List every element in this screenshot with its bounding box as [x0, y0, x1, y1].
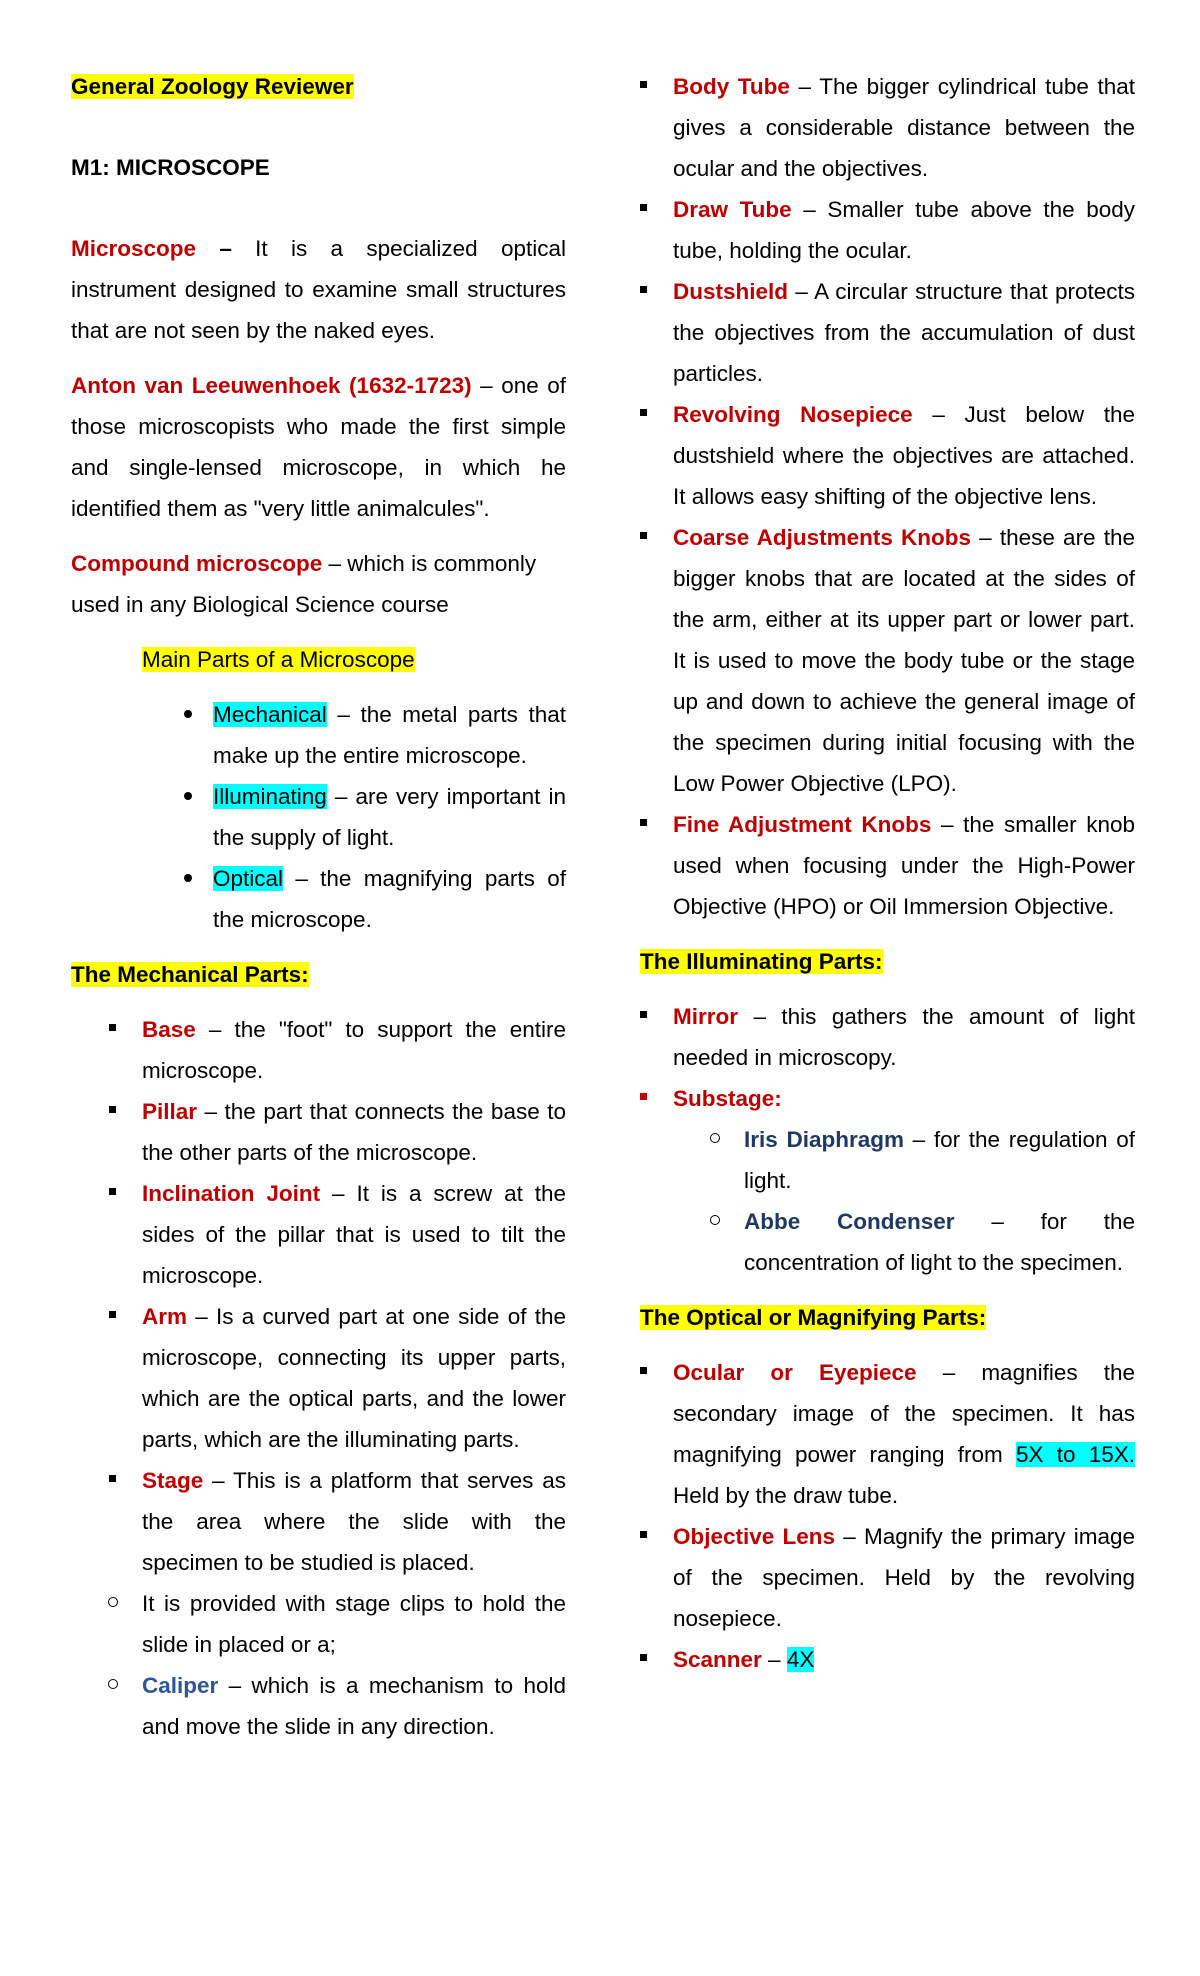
- illuminating-list: [602, 996, 1135, 1283]
- list-item: Revolving Nosepiece – Just below the dustshield where the objectives are attached. It allows easy shifting of the objective lens.: [602, 394, 1135, 517]
- list-item: Caliper – which is a mechanism to hold and move the slide in any direction.: [71, 1665, 566, 1747]
- main-parts-heading: Main Parts of a Microscope: [142, 647, 415, 672]
- list-item: Stage – This is a platform that serves as the area where the slide with the specimen to be studied is placed. It is provided with stage clips to hold the slide in placed or a; Caliper – which is a mechanism to hold and move the slide in any direction.: [71, 1460, 566, 1747]
- optical-list: [602, 1352, 1135, 1680]
- def-microscope: Microscope – It is a specialized optical instrument designed to examine small structures that are not seen by the naked eyes.: [71, 236, 567, 343]
- list-item: Mirror – this gathers the amount of light needed in microscopy.: [602, 996, 1135, 1078]
- stage-sublist: [71, 1583, 566, 1747]
- list-item: Draw Tube – Smaller tube above the body tube, holding the ocular.: [602, 189, 1135, 271]
- right-column: [640, 66, 1135, 1680]
- list-item: Iris Diaphragm – for the regulation of light.: [673, 1119, 1135, 1201]
- mechanical-list: [71, 1009, 566, 1747]
- module-title: M1: MICROSCOPE: [71, 155, 270, 180]
- list-item: Scanner – 4X: [602, 1639, 1135, 1680]
- list-item: Illuminating – are very important in the supply of light.: [71, 776, 566, 858]
- list-item: Ocular or Eyepiece – magnifies the secondary image of the specimen. It has magnifying power ranging from 5X to 15X. Held by the draw tube.: [602, 1352, 1135, 1516]
- main-parts-list: [71, 694, 566, 940]
- illuminating-heading: The Illuminating Parts:: [640, 949, 883, 974]
- substage-sublist: [673, 1119, 1135, 1283]
- list-item: Optical – the magnifying parts of the microscope.: [71, 858, 566, 940]
- optical-heading: The Optical or Magnifying Parts:: [640, 1305, 987, 1330]
- def-compound: Compound microscope – which is commonly used in any Biological Science course: [71, 551, 537, 617]
- list-item: Abbe Condenser – for the concentration of light to the specimen.: [673, 1201, 1135, 1283]
- list-item: Inclination Joint – It is a screw at the sides of the pillar that is used to tilt the microscope.: [71, 1173, 566, 1296]
- list-item: Objective Lens – Magnify the primary image of the specimen. Held by the revolving nosepiece.: [602, 1516, 1135, 1639]
- list-item: Body Tube – The bigger cylindrical tube that gives a considerable distance between the ocular and the objectives.: [602, 66, 1135, 189]
- list-item: Mechanical – the metal parts that make up the entire microscope.: [71, 694, 566, 776]
- mechanical-list-continued: [602, 66, 1135, 927]
- left-column: [71, 66, 566, 1747]
- list-item: Arm – Is a curved part at one side of the microscope, connecting its upper parts, which are the optical parts, and the lower parts, which are the illuminating parts.: [71, 1296, 566, 1460]
- list-item: Fine Adjustment Knobs – the smaller knob used when focusing under the High-Power Objective (HPO) or Oil Immersion Objective.: [602, 804, 1135, 927]
- doc-title: General Zoology Reviewer: [71, 74, 354, 99]
- list-item: Coarse Adjustments Knobs – these are the bigger knobs that are located at the sides of the arm, either at its upper part or lower part. It is used to move the body tube or the stage up and down to achieve the general image of the specimen during initial focusing with the Low Power Objective (LPO).: [602, 517, 1135, 804]
- list-item: Substage: Iris Diaphragm – for the regulation of light. Abbe Condenser – for the concentration of light to the specimen.: [602, 1078, 1135, 1283]
- def-leeuwenhoek: Anton van Leeuwenhoek (1632-1723) – one of those microscopists who made the first simple and single-lensed microscope, in which he identified them as "very little animalcules".: [71, 373, 567, 521]
- list-item: It is provided with stage clips to hold the slide in placed or a;: [71, 1583, 566, 1665]
- mechanical-heading: The Mechanical Parts:: [71, 962, 309, 987]
- list-item: Base – the "foot" to support the entire microscope.: [71, 1009, 566, 1091]
- list-item: Dustshield – A circular structure that protects the objectives from the accumulation of dust particles.: [602, 271, 1135, 394]
- list-item: Pillar – the part that connects the base to the other parts of the microscope.: [71, 1091, 566, 1173]
